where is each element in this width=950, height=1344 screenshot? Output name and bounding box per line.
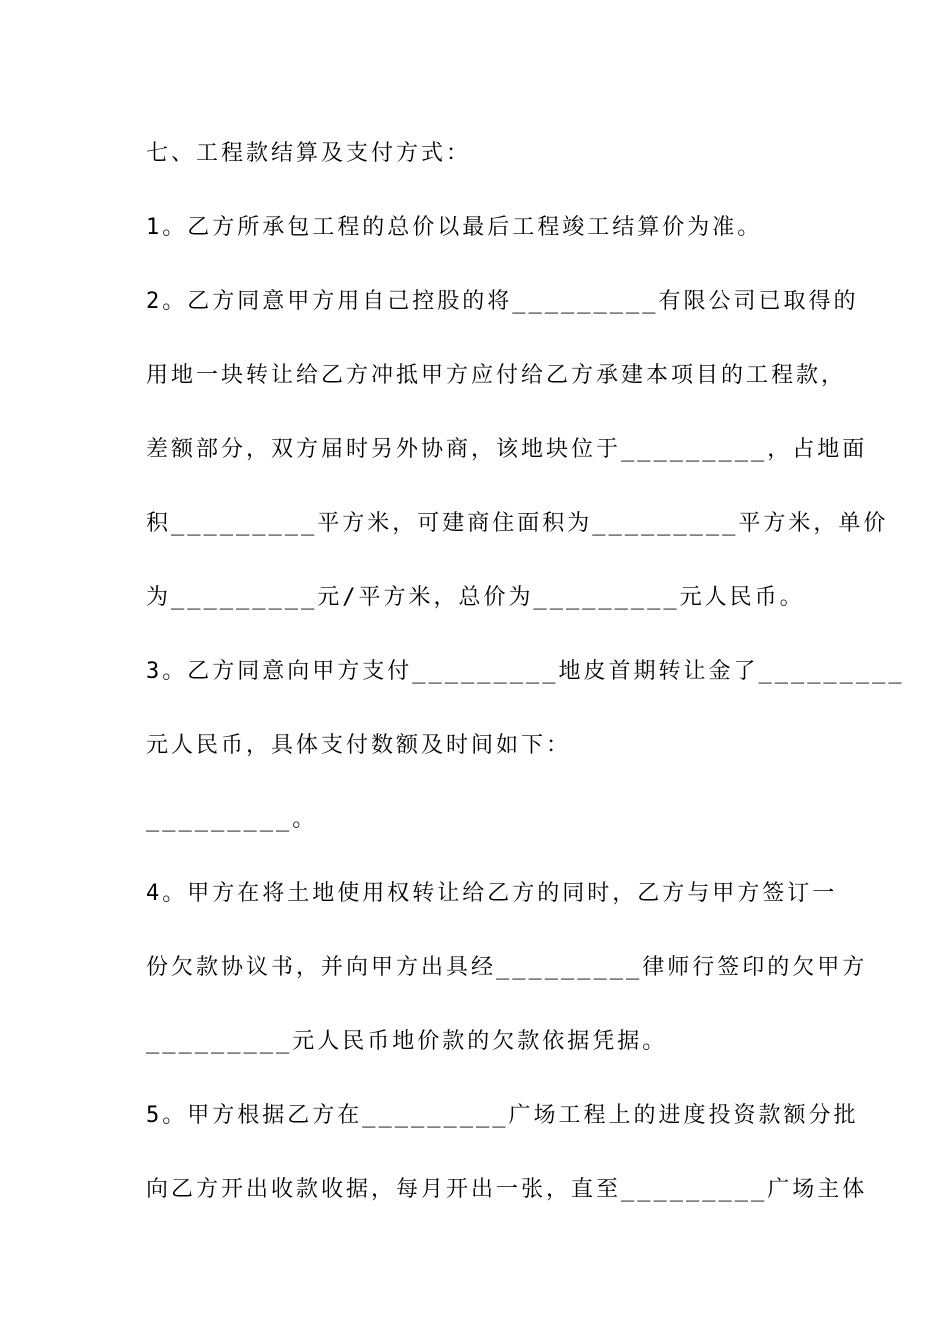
- clause-5-line-2: 向乙方开出收款收据，每月开出一张，直至_________广场主体: [146, 1177, 868, 1202]
- clause-4-line-1: 4。甲方在将土地使用权转让给乙方的同时，乙方与甲方签订一: [146, 881, 838, 906]
- clause-3-line-2: 元人民币，具体支付数额及时间如下：: [146, 733, 572, 758]
- clause-3-line-1: 3。乙方同意向甲方支付_________地皮首期转让金了_________: [146, 659, 905, 684]
- clause-3-line-3: _________。: [146, 807, 318, 832]
- clause-4-line-2: 份欠款协议书，并向甲方出具经_________律师行签印的欠甲方: [146, 955, 868, 980]
- clause-2-line-2: 用地一块转让给乙方冲抵甲方应付给乙方承建本项目的工程款，: [146, 363, 847, 388]
- clause-4-line-3: _________元人民币地价款的欠款依据凭据。: [146, 1029, 668, 1054]
- clause-2-line-5: 为_________元/平方米，总价为_________元人民币。: [146, 585, 805, 610]
- clause-1-line: 1。乙方所承包工程的总价以最后工程竣工结算价为准。: [146, 215, 763, 240]
- section-heading: 七、工程款结算及支付方式：: [146, 141, 472, 166]
- clause-2-line-4: 积_________平方米，可建商住面积为_________平方米，单价: [146, 511, 889, 536]
- clause-5-line-1: 5。甲方根据乙方在_________广场工程上的进度投资款额分批: [146, 1103, 859, 1128]
- clause-2-line-1: 2。乙方同意甲方用自己控股的将_________有限公司已取得的: [146, 289, 859, 314]
- clause-2-line-3: 差额部分，双方届时另外协商，该地块位于_________，占地面: [146, 437, 868, 462]
